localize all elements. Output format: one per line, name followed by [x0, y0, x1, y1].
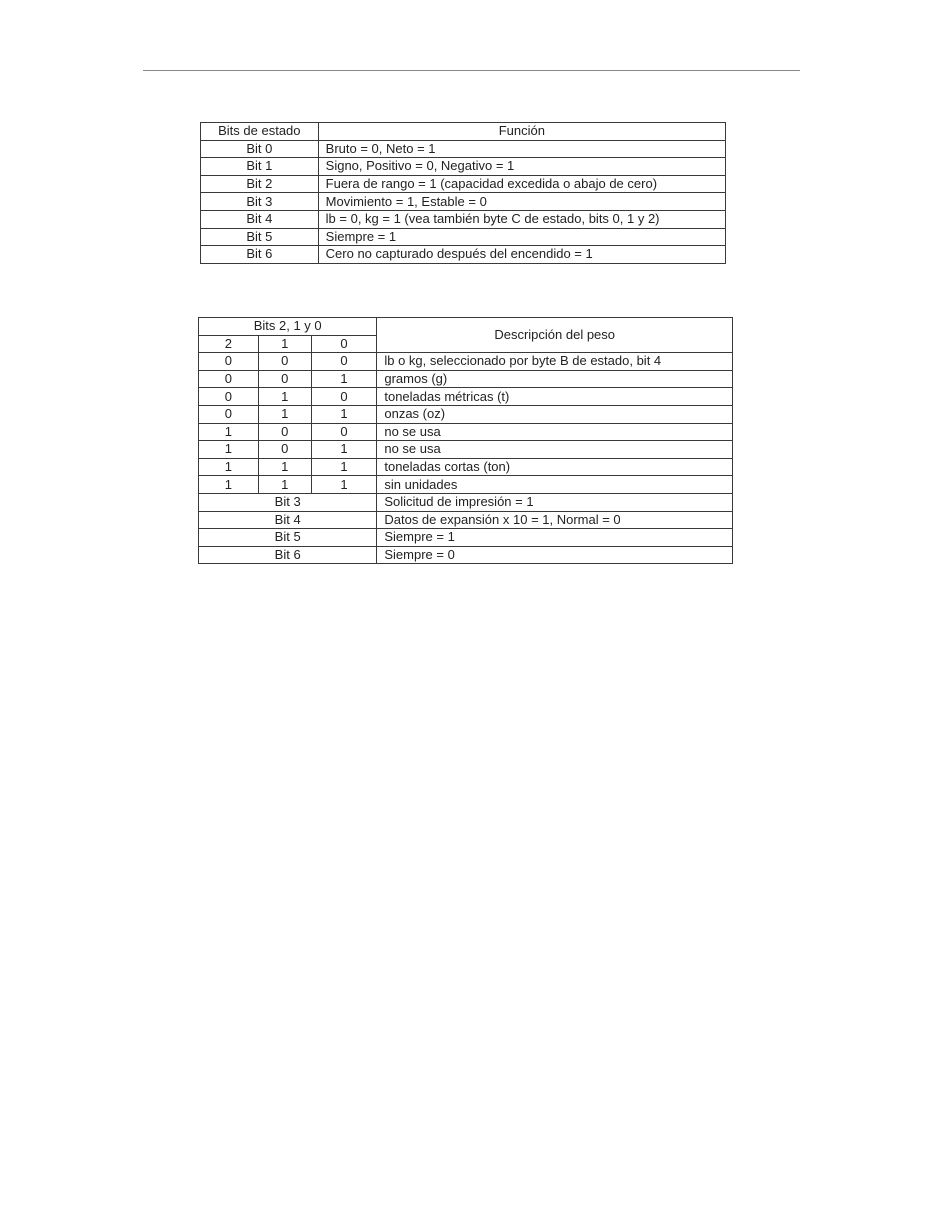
bit-value-cell: 0: [311, 423, 377, 441]
description-cell: no se usa: [377, 423, 733, 441]
bit-cell: Bit 5: [201, 228, 319, 246]
table-row: [199, 423, 733, 441]
bit-column-header: 1: [258, 335, 311, 353]
function-cell: lb = 0, kg = 1 (vea también byte C de estado, bits 0, 1 y 2): [318, 210, 725, 228]
bit-value-cell: 0: [258, 370, 311, 388]
bit-value-cell: 1: [311, 370, 377, 388]
table-row: [201, 158, 726, 176]
bit-cell: Bit 3: [199, 493, 377, 511]
description-cell: sin unidades: [377, 476, 733, 494]
table-row: [201, 140, 726, 158]
function-cell: Signo, Positivo = 0, Negativo = 1: [318, 158, 725, 176]
bit-value-cell: 0: [199, 370, 259, 388]
table-row: [201, 193, 726, 211]
description-header: Descripción del peso: [377, 318, 733, 353]
table-row: [199, 458, 733, 476]
bit-value-cell: 1: [199, 476, 259, 494]
bit-value-cell: 1: [258, 458, 311, 476]
bit-value-cell: 1: [258, 476, 311, 494]
description-cell: Solicitud de impresión = 1: [377, 493, 733, 511]
description-cell: no se usa: [377, 441, 733, 459]
table-row: [201, 228, 726, 246]
bit-value-cell: 0: [311, 388, 377, 406]
bit-value-cell: 1: [199, 441, 259, 459]
table-row: [199, 546, 733, 564]
bit-value-cell: 1: [311, 405, 377, 423]
bit-value-cell: 0: [258, 353, 311, 371]
description-cell: toneladas cortas (ton): [377, 458, 733, 476]
column-header: Bits de estado: [201, 123, 319, 141]
table-row: [199, 353, 733, 371]
table-row: [199, 388, 733, 406]
status-bits-table: [200, 122, 726, 264]
function-cell: Cero no capturado después del encendido = 1: [318, 246, 725, 264]
table-row: [199, 529, 733, 547]
table-header-row: [201, 123, 726, 141]
bit-cell: Bit 4: [201, 210, 319, 228]
table-row: [199, 370, 733, 388]
column-header: Función: [318, 123, 725, 141]
description-cell: Datos de expansión x 10 = 1, Normal = 0: [377, 511, 733, 529]
bits-group-header: Bits 2, 1 y 0: [199, 318, 377, 336]
bit-cell: Bit 0: [201, 140, 319, 158]
bit-value-cell: 0: [258, 423, 311, 441]
description-cell: toneladas métricas (t): [377, 388, 733, 406]
bit-value-cell: 1: [311, 458, 377, 476]
bit-value-cell: 1: [311, 476, 377, 494]
description-cell: Siempre = 1: [377, 529, 733, 547]
table-row: [199, 511, 733, 529]
description-cell: gramos (g): [377, 370, 733, 388]
function-cell: Bruto = 0, Neto = 1: [318, 140, 725, 158]
bit-value-cell: 1: [199, 458, 259, 476]
table-row: [199, 405, 733, 423]
header-rule: [143, 70, 800, 71]
description-cell: lb o kg, seleccionado por byte B de estado, bit 4: [377, 353, 733, 371]
function-cell: Siempre = 1: [318, 228, 725, 246]
bit-cell: Bit 3: [201, 193, 319, 211]
table-row: [201, 175, 726, 193]
bit-value-cell: 0: [311, 353, 377, 371]
bit-cell: Bit 6: [201, 246, 319, 264]
bit-value-cell: 1: [311, 441, 377, 459]
bit-cell: Bit 1: [201, 158, 319, 176]
table-row: [201, 246, 726, 264]
function-cell: Movimiento = 1, Estable = 0: [318, 193, 725, 211]
weight-units-table: [198, 317, 733, 564]
table-row: [201, 210, 726, 228]
bit-cell: Bit 4: [199, 511, 377, 529]
bit-value-cell: 0: [199, 388, 259, 406]
bit-value-cell: 0: [199, 353, 259, 371]
function-cell: Fuera de rango = 1 (capacidad excedida o abajo de cero): [318, 175, 725, 193]
description-cell: onzas (oz): [377, 405, 733, 423]
table-row: [199, 493, 733, 511]
table-row: [199, 441, 733, 459]
bit-column-header: 0: [311, 335, 377, 353]
table-row: [199, 476, 733, 494]
bit-cell: Bit 2: [201, 175, 319, 193]
bit-cell: Bit 6: [199, 546, 377, 564]
table-header-row: [199, 318, 733, 336]
bit-value-cell: 1: [199, 423, 259, 441]
bit-column-header: 2: [199, 335, 259, 353]
bit-cell: Bit 5: [199, 529, 377, 547]
bit-value-cell: 0: [258, 441, 311, 459]
bit-value-cell: 1: [258, 388, 311, 406]
description-cell: Siempre = 0: [377, 546, 733, 564]
bit-value-cell: 1: [258, 405, 311, 423]
bit-value-cell: 0: [199, 405, 259, 423]
